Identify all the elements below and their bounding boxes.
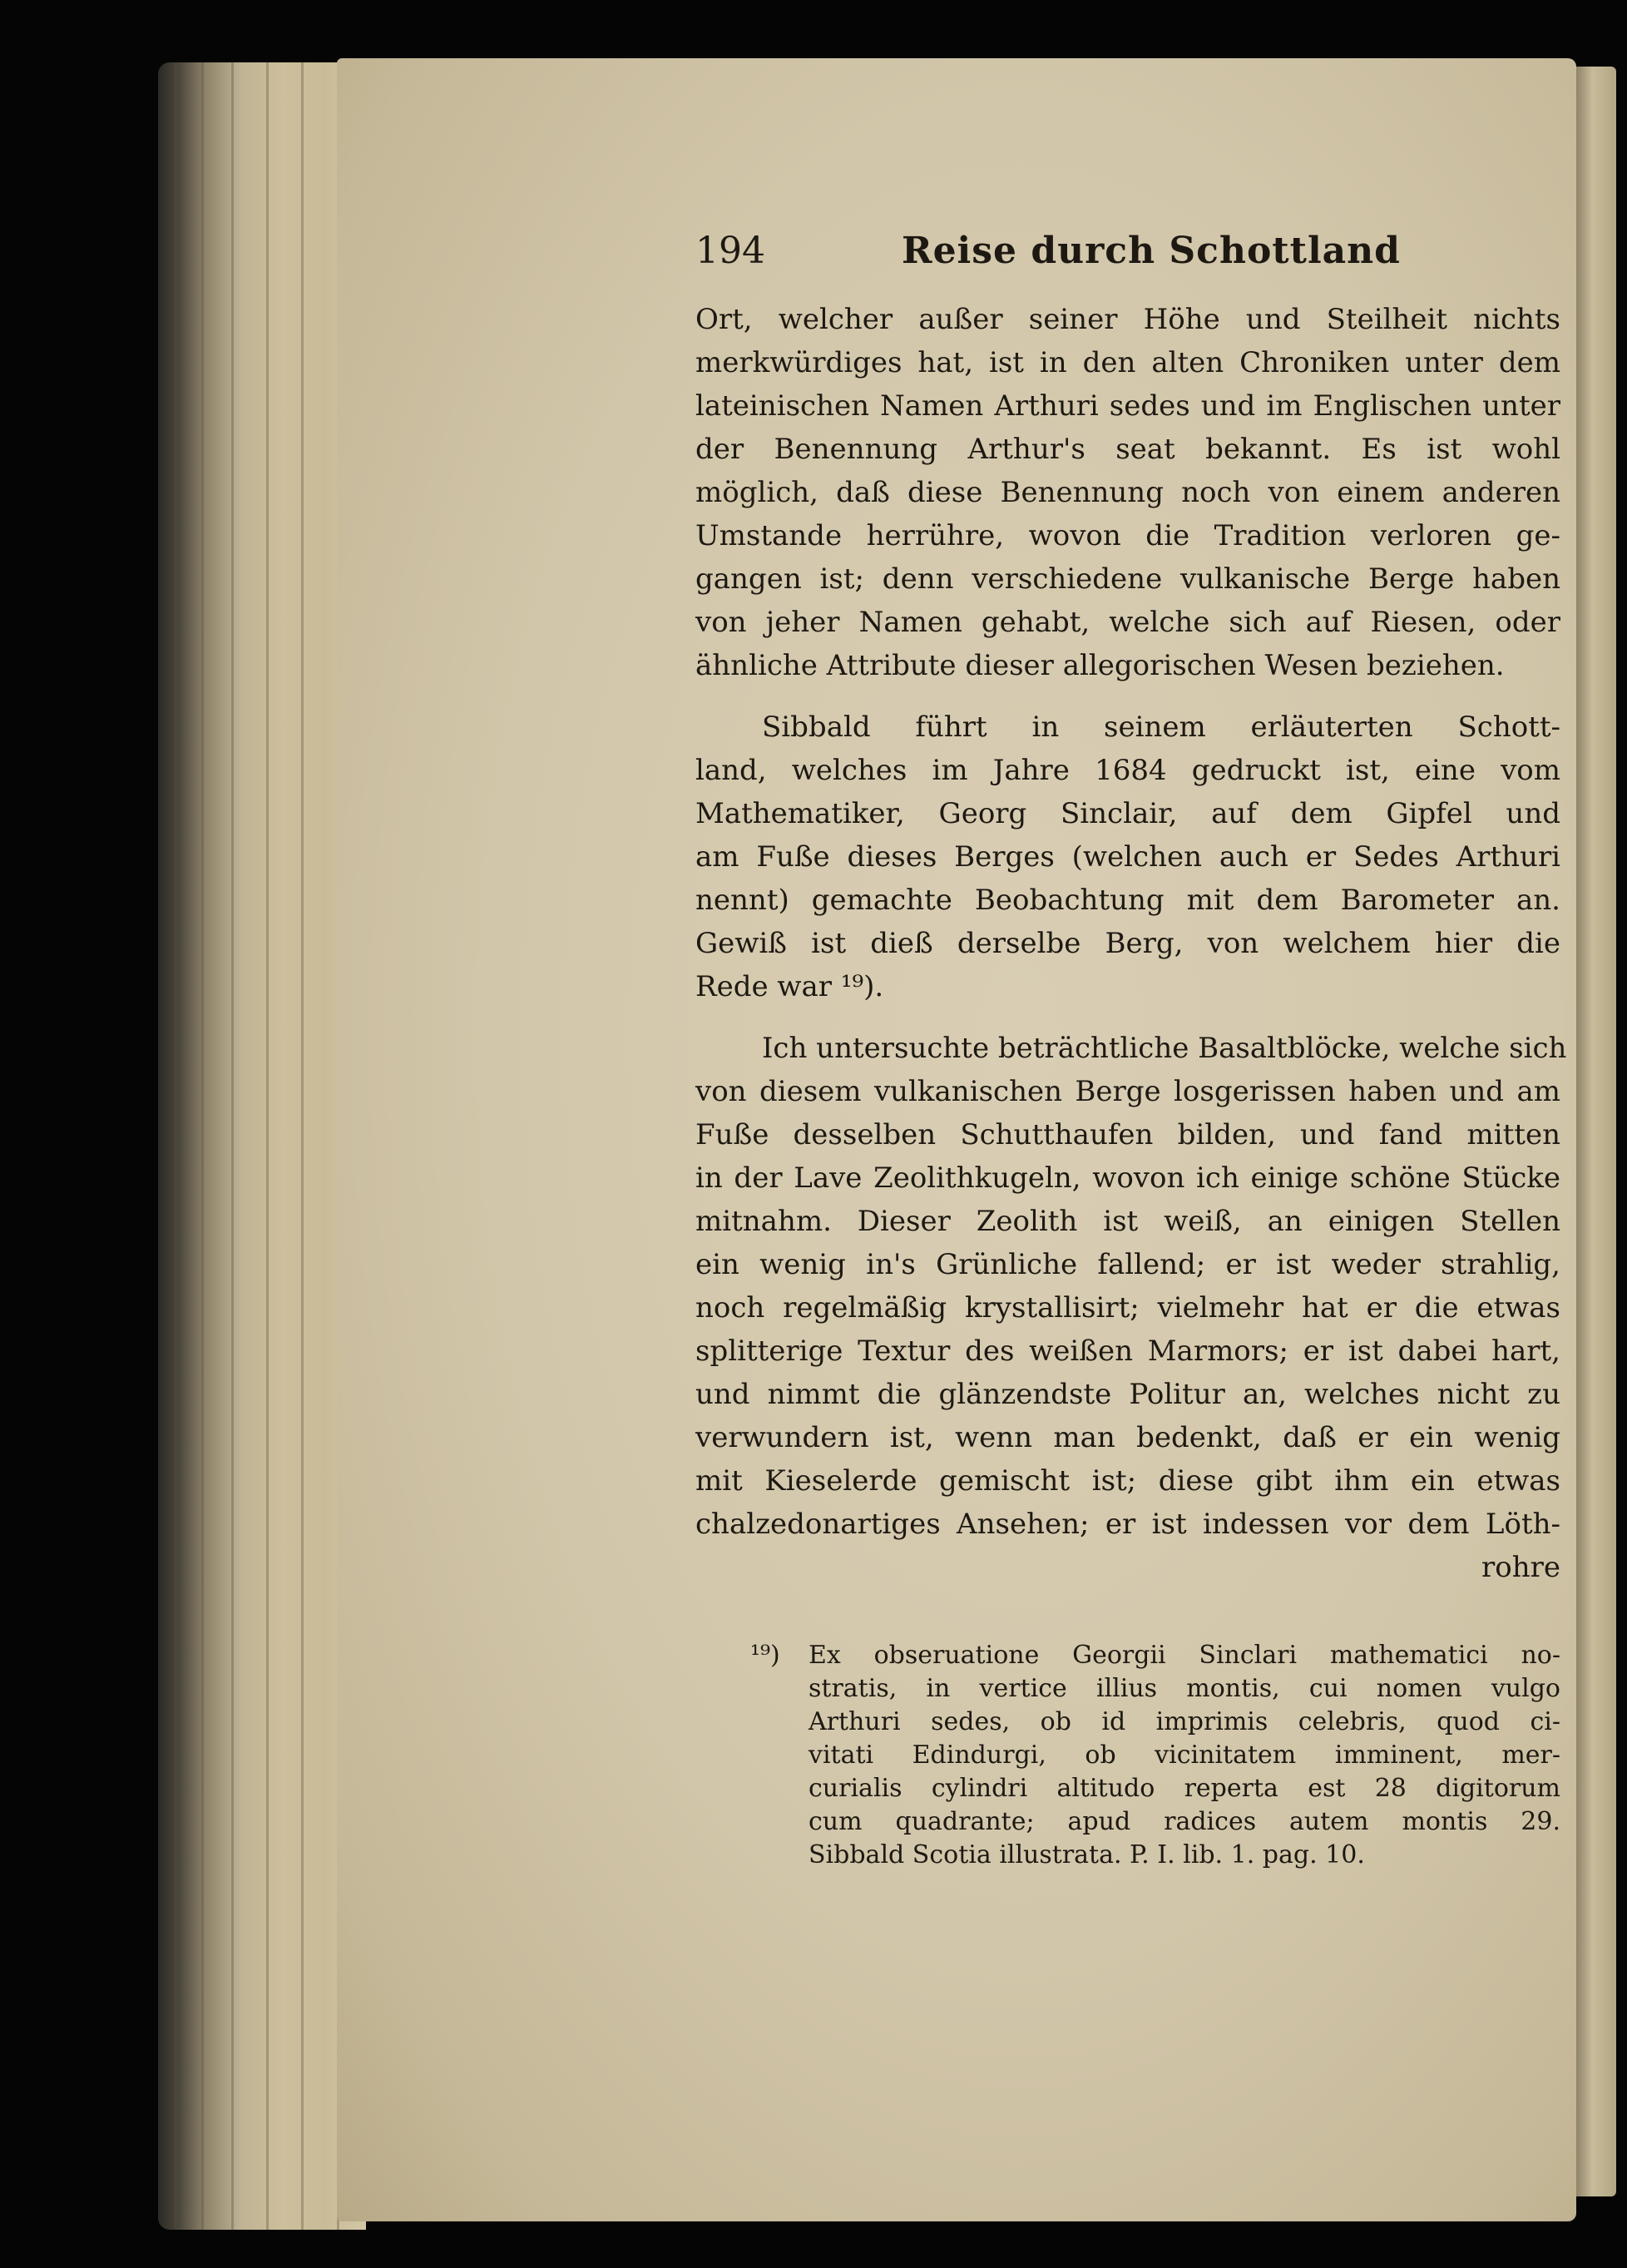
running-head bbox=[695, 225, 1560, 291]
text-line: am Fuße dieses Berges (welchen auch er Sedes Arthuri bbox=[695, 840, 1560, 874]
running-title: Reise durch Schottland bbox=[902, 230, 1401, 272]
footnote-line: cum quadrante; apud radices autem montis 29. bbox=[809, 1807, 1560, 1836]
page-text bbox=[695, 225, 1567, 1872]
text-line: möglich, daß diese Benennung noch von einem anderen bbox=[695, 476, 1560, 509]
text-line: Gewiß ist dieß derselbe Berg, von welchem hier die bbox=[695, 927, 1560, 960]
text-line: der Benennung Arthur's seat bekannt. Es ist wohl bbox=[695, 433, 1560, 466]
paragraph-2 bbox=[695, 706, 1560, 1008]
text-line: Ort, welcher außer seiner Höhe und Steilheit nichts bbox=[695, 303, 1560, 336]
text-line: von diesem vulkanischen Berge losgerissen haben und am bbox=[695, 1075, 1560, 1108]
text-line: Sibbald führt in seinem erläuterten Schott- bbox=[762, 711, 1560, 744]
book-page-edges bbox=[158, 62, 366, 2230]
text-line: von jeher Namen gehabt, welche sich auf Riesen, oder bbox=[695, 606, 1560, 639]
catchword: rohre bbox=[1481, 1551, 1560, 1584]
page-edge-line bbox=[266, 62, 269, 2230]
footnote-line: Arthuri sedes, ob id imprimis celebris, quod ci- bbox=[809, 1707, 1560, 1736]
text-line: chalzedonartiges Ansehen; er ist indessen vor dem Löth- bbox=[695, 1508, 1560, 1541]
text-line: ähnliche Attribute dieser allegorischen Wesen beziehen. bbox=[695, 649, 1505, 682]
footnote-line: Sibbald Scotia illustrata. P. I. lib. 1. pag. 10. bbox=[809, 1840, 1365, 1869]
text-line: verwundern ist, wenn man bedenkt, daß er ein wenig bbox=[695, 1421, 1560, 1454]
text-line: ein wenig in's Grünliche fallend; er ist weder strahlig, bbox=[695, 1248, 1560, 1281]
text-line: land, welches im Jahre 1684 gedruckt ist, eine vom bbox=[695, 754, 1560, 787]
page-edge-line bbox=[301, 62, 304, 2230]
text-line: in der Lave Zeolithkugeln, wovon ich einige schöne Stücke bbox=[695, 1161, 1560, 1195]
page-edge-line bbox=[175, 62, 177, 2230]
page-number: 194 bbox=[695, 230, 765, 272]
text-line: und nimmt die glänzendste Politur an, welches nicht zu bbox=[695, 1378, 1560, 1411]
footnote-line: vitati Edindurgi, ob vicinitatem imminent, mer- bbox=[809, 1741, 1560, 1770]
text-line: nennt) gemachte Beobachtung mit dem Barometer an. bbox=[695, 884, 1560, 917]
text-line: splitterige Textur des weißen Marmors; er ist dabei hart, bbox=[695, 1335, 1560, 1368]
text-line: lateinischen Namen Arthuri sedes und im Englischen unter bbox=[695, 389, 1560, 423]
text-line: Ich untersuchte beträchtliche Basaltblöcke, welche sich bbox=[762, 1032, 1567, 1065]
text-line: Umstande herrühre, wovon die Tradition verloren ge- bbox=[695, 519, 1560, 552]
text-line: merkwürdiges hat, ist in den alten Chroniken unter dem bbox=[695, 346, 1560, 379]
facing-page-edge bbox=[1576, 67, 1616, 2196]
text-line: Fuße desselben Schutthaufen bilden, und fand mitten bbox=[695, 1118, 1560, 1151]
text-line: mitnahm. Dieser Zeolith ist weiß, an einigen Stellen bbox=[695, 1205, 1560, 1238]
text-line: Rede war ¹⁹). bbox=[695, 970, 884, 1003]
footnote-body bbox=[809, 1639, 1560, 1872]
footnote bbox=[695, 1639, 1560, 1872]
footnote-marker: ¹⁹) bbox=[750, 1641, 780, 1670]
footnote-line: curialis cylindri altitudo reperta est 28 digitorum bbox=[809, 1774, 1560, 1803]
page-edge-line bbox=[201, 62, 204, 2230]
text-line: Mathematiker, Georg Sinclair, auf dem Gipfel und bbox=[695, 797, 1560, 830]
paragraph-3 bbox=[695, 1027, 1567, 1546]
text-line: gangen ist; denn verschiedene vulkanische Berge haben bbox=[695, 562, 1560, 596]
text-line: noch regelmäßig krystallisirt; vielmehr hat er die etwas bbox=[695, 1291, 1560, 1325]
footnote-line: Ex obseruatione Georgii Sinclari mathematici no- bbox=[809, 1641, 1560, 1670]
page-edge-line bbox=[231, 62, 234, 2230]
footnote-line: stratis, in vertice illius montis, cui nomen vulgo bbox=[809, 1674, 1560, 1703]
text-line: mit Kieselerde gemischt ist; diese gibt ihm ein etwas bbox=[695, 1464, 1560, 1498]
paragraph-1 bbox=[695, 298, 1560, 687]
